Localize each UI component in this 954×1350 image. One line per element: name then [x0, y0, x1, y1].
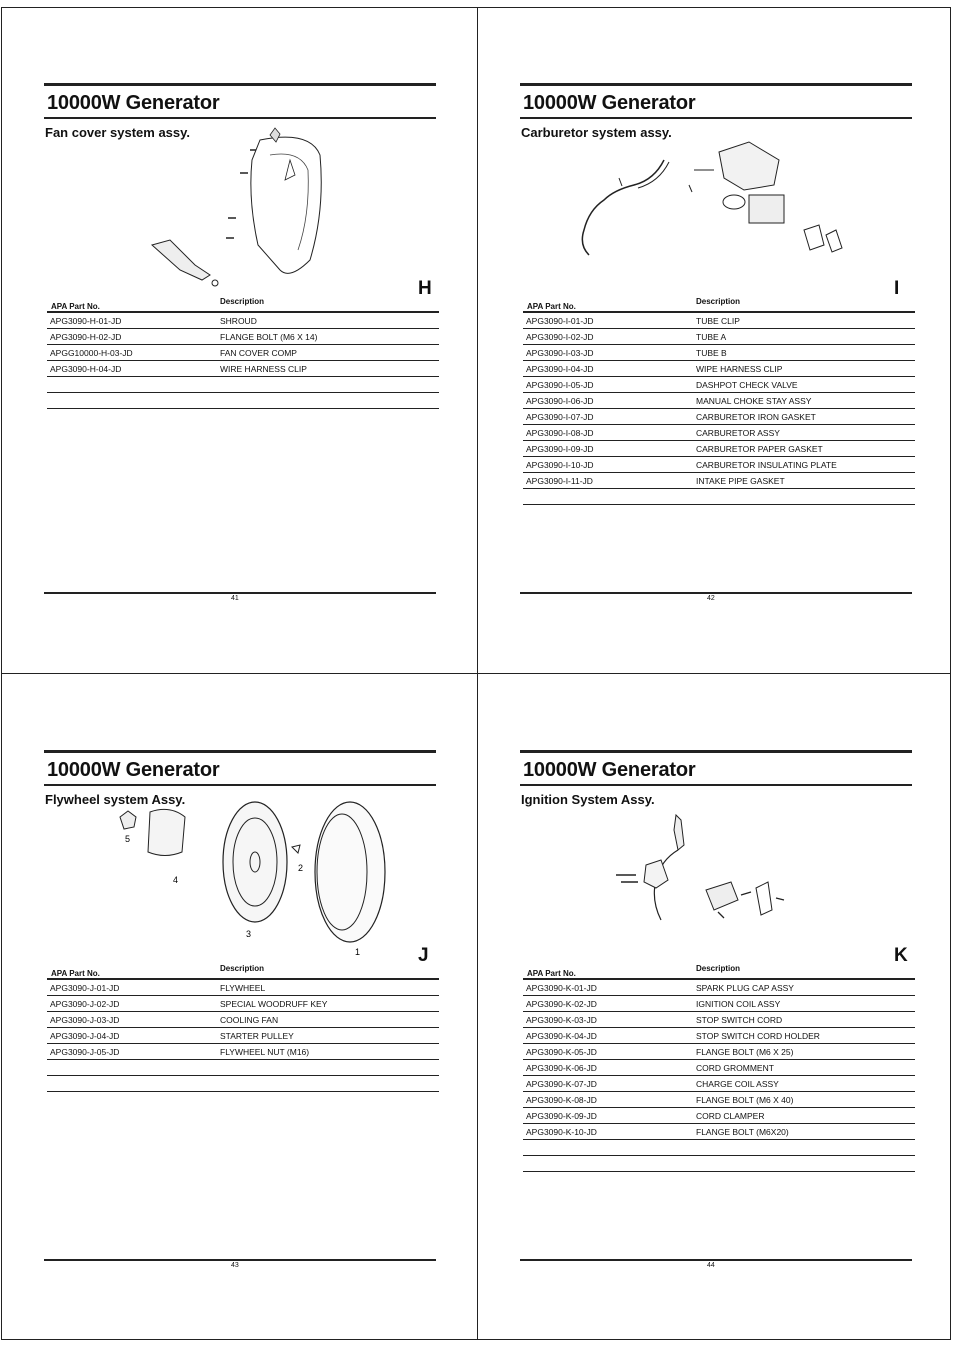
part-number: APG3090-H-04-JD [47, 361, 214, 377]
part-description: FLANGE BOLT (M6 X 25) [690, 1044, 915, 1060]
page-flywheel [0, 675, 476, 1341]
parts-table [47, 964, 439, 1092]
diagram-label: 1 [355, 947, 361, 957]
footer-rule [44, 1259, 436, 1261]
title-rule-bottom [520, 784, 912, 786]
table-row [47, 345, 439, 361]
table-row [523, 1124, 915, 1140]
table-row [47, 996, 439, 1012]
flywheel-diagram [110, 797, 390, 957]
column-header-description: Description [690, 297, 915, 312]
table-row-blank [47, 377, 439, 393]
page-number: 43 [231, 1262, 239, 1269]
part-description: FLANGE BOLT (M6X20) [690, 1124, 915, 1140]
page-number: 42 [707, 595, 715, 602]
part-description: CARBURETOR PAPER GASKET [690, 441, 915, 457]
part-number: APG3090-H-01-JD [47, 312, 214, 329]
part-number: APG3090-I-04-JD [523, 361, 690, 377]
part-description: MANUAL CHOKE STAY ASSY [690, 393, 915, 409]
parts-table [523, 297, 915, 505]
diagram-label: 2 [298, 863, 304, 873]
column-header-part-no: APA Part No. [523, 297, 690, 312]
page-ignition [476, 675, 952, 1341]
table-row [523, 345, 915, 361]
table-row [523, 312, 915, 329]
table-row [47, 312, 439, 329]
fan-cover-diagram [140, 120, 340, 290]
table-row-blank [523, 1156, 915, 1172]
column-header-part-no: APA Part No. [47, 297, 214, 312]
part-description: COOLING FAN [214, 1012, 439, 1028]
diagram-label: 4 [173, 875, 179, 885]
column-header-description: Description [214, 964, 439, 979]
ignition-diagram [606, 800, 796, 940]
part-description: FLANGE BOLT (M6 X 14) [214, 329, 439, 345]
part-number: APG3090-I-02-JD [523, 329, 690, 345]
page-number: 44 [707, 1262, 715, 1269]
page-title: 10000W Generator [47, 759, 220, 781]
footer-rule [520, 592, 912, 594]
table-row [523, 996, 915, 1012]
part-number: APG3090-I-06-JD [523, 393, 690, 409]
table-row [523, 1076, 915, 1092]
table-row [523, 1060, 915, 1076]
part-number: APG3090-K-05-JD [523, 1044, 690, 1060]
page-carburetor [476, 8, 952, 674]
table-row [523, 1012, 915, 1028]
page-number: 41 [231, 595, 239, 602]
part-description: TUBE B [690, 345, 915, 361]
table-row [47, 1028, 439, 1044]
table-row [47, 329, 439, 345]
table-row [523, 1044, 915, 1060]
table-row [523, 425, 915, 441]
section-letter: I [894, 278, 900, 299]
title-rule-top [44, 83, 436, 86]
page-title: 10000W Generator [523, 92, 696, 114]
part-number: APG3090-K-03-JD [523, 1012, 690, 1028]
part-description: TUBE A [690, 329, 915, 345]
part-description: FLYWHEEL NUT (M16) [214, 1044, 439, 1060]
part-description: FAN COVER COMP [214, 345, 439, 361]
page-title: 10000W Generator [47, 92, 220, 114]
part-number: APG3090-I-10-JD [523, 457, 690, 473]
part-description: STOP SWITCH CORD [690, 1012, 915, 1028]
table-row [523, 457, 915, 473]
part-number: APG3090-J-04-JD [47, 1028, 214, 1044]
part-description: CORD GROMMENT [690, 1060, 915, 1076]
section-subtitle: Carburetor system assy. [521, 125, 672, 140]
part-description: SPECIAL WOODRUFF KEY [214, 996, 439, 1012]
column-header-part-no: APA Part No. [47, 964, 214, 979]
table-row-blank [47, 393, 439, 409]
part-description: SHROUD [214, 312, 439, 329]
part-number: APG3090-I-07-JD [523, 409, 690, 425]
part-number: APG3090-I-08-JD [523, 425, 690, 441]
title-rule-bottom [520, 117, 912, 119]
part-number: APG3090-I-03-JD [523, 345, 690, 361]
table-row [523, 393, 915, 409]
title-rule-top [44, 750, 436, 753]
parts-table [523, 964, 915, 1172]
part-description: STARTER PULLEY [214, 1028, 439, 1044]
part-description: FLYWHEEL [214, 979, 439, 996]
title-rule-bottom [44, 784, 436, 786]
table-row-blank [47, 1060, 439, 1076]
part-description: STOP SWITCH CORD HOLDER [690, 1028, 915, 1044]
section-subtitle: Ignition System Assy. [521, 792, 655, 807]
part-number: APG3090-J-03-JD [47, 1012, 214, 1028]
column-header-part-no: APA Part No. [523, 964, 690, 979]
column-header-description: Description [214, 297, 439, 312]
part-number: APG3090-J-05-JD [47, 1044, 214, 1060]
part-number: APG3090-I-11-JD [523, 473, 690, 489]
part-description: CARBURETOR ASSY [690, 425, 915, 441]
page-fan-cover [0, 8, 476, 674]
part-number: APG3090-K-01-JD [523, 979, 690, 996]
table-row [523, 473, 915, 489]
table-row [523, 361, 915, 377]
part-number: APG3090-K-08-JD [523, 1092, 690, 1108]
part-number: APG3090-I-05-JD [523, 377, 690, 393]
part-description: SPARK PLUG CAP ASSY [690, 979, 915, 996]
table-row-blank [523, 489, 915, 505]
table-row [523, 409, 915, 425]
diagram-label: 3 [246, 929, 252, 939]
part-number: APG3090-K-02-JD [523, 996, 690, 1012]
part-description: WIPE HARNESS CLIP [690, 361, 915, 377]
section-letter: H [418, 278, 432, 299]
part-description: IGNITION COIL ASSY [690, 996, 915, 1012]
part-number: APG3090-K-04-JD [523, 1028, 690, 1044]
part-number: APG3090-J-01-JD [47, 979, 214, 996]
part-number: APG3090-H-02-JD [47, 329, 214, 345]
table-row-blank [523, 1140, 915, 1156]
part-description: CARBURETOR INSULATING PLATE [690, 457, 915, 473]
part-description: CHARGE COIL ASSY [690, 1076, 915, 1092]
diagram-label: 5 [125, 834, 131, 844]
table-row [523, 377, 915, 393]
footer-rule [520, 1259, 912, 1261]
table-row [47, 361, 439, 377]
section-subtitle: Fan cover system assy. [45, 125, 191, 140]
part-number: APGG10000-H-03-JD [47, 345, 214, 361]
section-letter: K [894, 945, 908, 966]
footer-rule [44, 592, 436, 594]
part-description: FLANGE BOLT (M6 X 40) [690, 1092, 915, 1108]
title-rule-top [520, 83, 912, 86]
table-row [523, 329, 915, 345]
title-rule-bottom [44, 117, 436, 119]
table-row [47, 1012, 439, 1028]
part-description: DASHPOT CHECK VALVE [690, 377, 915, 393]
part-description: TUBE CLIP [690, 312, 915, 329]
table-row [47, 979, 439, 996]
section-subtitle: Flywheel system Assy. [45, 792, 186, 807]
parts-table [47, 297, 439, 409]
table-row [523, 1028, 915, 1044]
part-description: CARBURETOR IRON GASKET [690, 409, 915, 425]
table-row [523, 441, 915, 457]
part-number: APG3090-I-01-JD [523, 312, 690, 329]
title-rule-top [520, 750, 912, 753]
column-header-description: Description [690, 964, 915, 979]
section-letter: J [418, 945, 429, 966]
part-number: APG3090-J-02-JD [47, 996, 214, 1012]
part-number: APG3090-I-09-JD [523, 441, 690, 457]
part-description: CORD CLAMPER [690, 1108, 915, 1124]
part-number: APG3090-K-10-JD [523, 1124, 690, 1140]
table-row [523, 1108, 915, 1124]
table-row [47, 1044, 439, 1060]
table-row [523, 979, 915, 996]
page-title: 10000W Generator [523, 759, 696, 781]
part-description: WIRE HARNESS CLIP [214, 361, 439, 377]
table-row-blank [47, 1076, 439, 1092]
table-row [523, 1092, 915, 1108]
part-number: APG3090-K-09-JD [523, 1108, 690, 1124]
part-number: APG3090-K-06-JD [523, 1060, 690, 1076]
part-description: INTAKE PIPE GASKET [690, 473, 915, 489]
carburetor-diagram [574, 130, 864, 280]
part-number: APG3090-K-07-JD [523, 1076, 690, 1092]
